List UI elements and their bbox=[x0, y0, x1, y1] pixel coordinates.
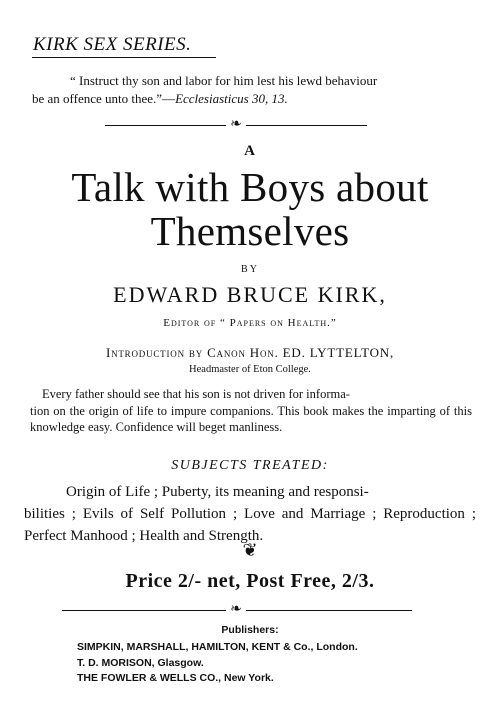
ornament-icon: ❧ bbox=[226, 118, 246, 132]
epigraph-source: Ecclesiasticus 30, 13. bbox=[175, 91, 288, 106]
publisher-entry: T. D. MORISON, Glasgow. bbox=[77, 656, 204, 669]
subjects-line: Origin of Life ; Puberty, its meaning and responsi- bbox=[66, 484, 369, 500]
epigraph-line: be an offence unto thee.”— bbox=[32, 91, 176, 106]
publishers-list bbox=[77, 640, 358, 687]
series-underline bbox=[32, 57, 216, 58]
publishers-label: Publishers: bbox=[221, 624, 279, 636]
publisher-entry: THE FOWLER & WELLS CO., New York. bbox=[77, 672, 274, 684]
subjects-text: bilities ; Evils of Self Pollution ; Love and Marriage ; Reproduction ; Perfect Manhood ; Health and Strength. bbox=[24, 506, 476, 544]
description-line: Every father should see that his son is not driven for informa- bbox=[42, 387, 350, 401]
subjects-list bbox=[24, 481, 476, 547]
subjects-heading: SUBJECTS TREATED: bbox=[171, 458, 329, 473]
publisher-entry: SIMPKIN, MARSHALL, HAMILTON, KENT & Co., London. bbox=[77, 641, 358, 653]
epigraph-line: “ Instruct thy son and labor for him lest his lewd behaviour bbox=[70, 73, 378, 88]
fleuron-icon: ❦ bbox=[242, 540, 258, 560]
editor-credit: Editor of “ Papers on Health.” bbox=[163, 317, 337, 329]
headmaster-credit: Headmaster of Eton College. bbox=[189, 364, 311, 375]
epigraph bbox=[32, 72, 480, 108]
title-article: A bbox=[244, 143, 256, 159]
title-line-2: Themselves bbox=[150, 208, 350, 254]
ornament-icon: ❧ bbox=[226, 603, 246, 617]
description-text: tion on the origin of life to impure companions. This book makes the imparting of this knowledge easy. Confidence will beget manliness. bbox=[30, 403, 472, 434]
introduction-credit: Introduction by Canon Hon. ED. LYTTELTON, bbox=[105, 345, 395, 360]
title-line-1: Talk with Boys about bbox=[71, 164, 429, 210]
series-title: KIRK SEX SERIES. bbox=[33, 34, 192, 55]
price-line: Price 2/- net, Post Free, 2/3. bbox=[125, 570, 375, 592]
author-name: EDWARD BRUCE KIRK, bbox=[113, 282, 387, 307]
by-label: BY bbox=[241, 264, 259, 275]
description-paragraph bbox=[30, 386, 472, 436]
